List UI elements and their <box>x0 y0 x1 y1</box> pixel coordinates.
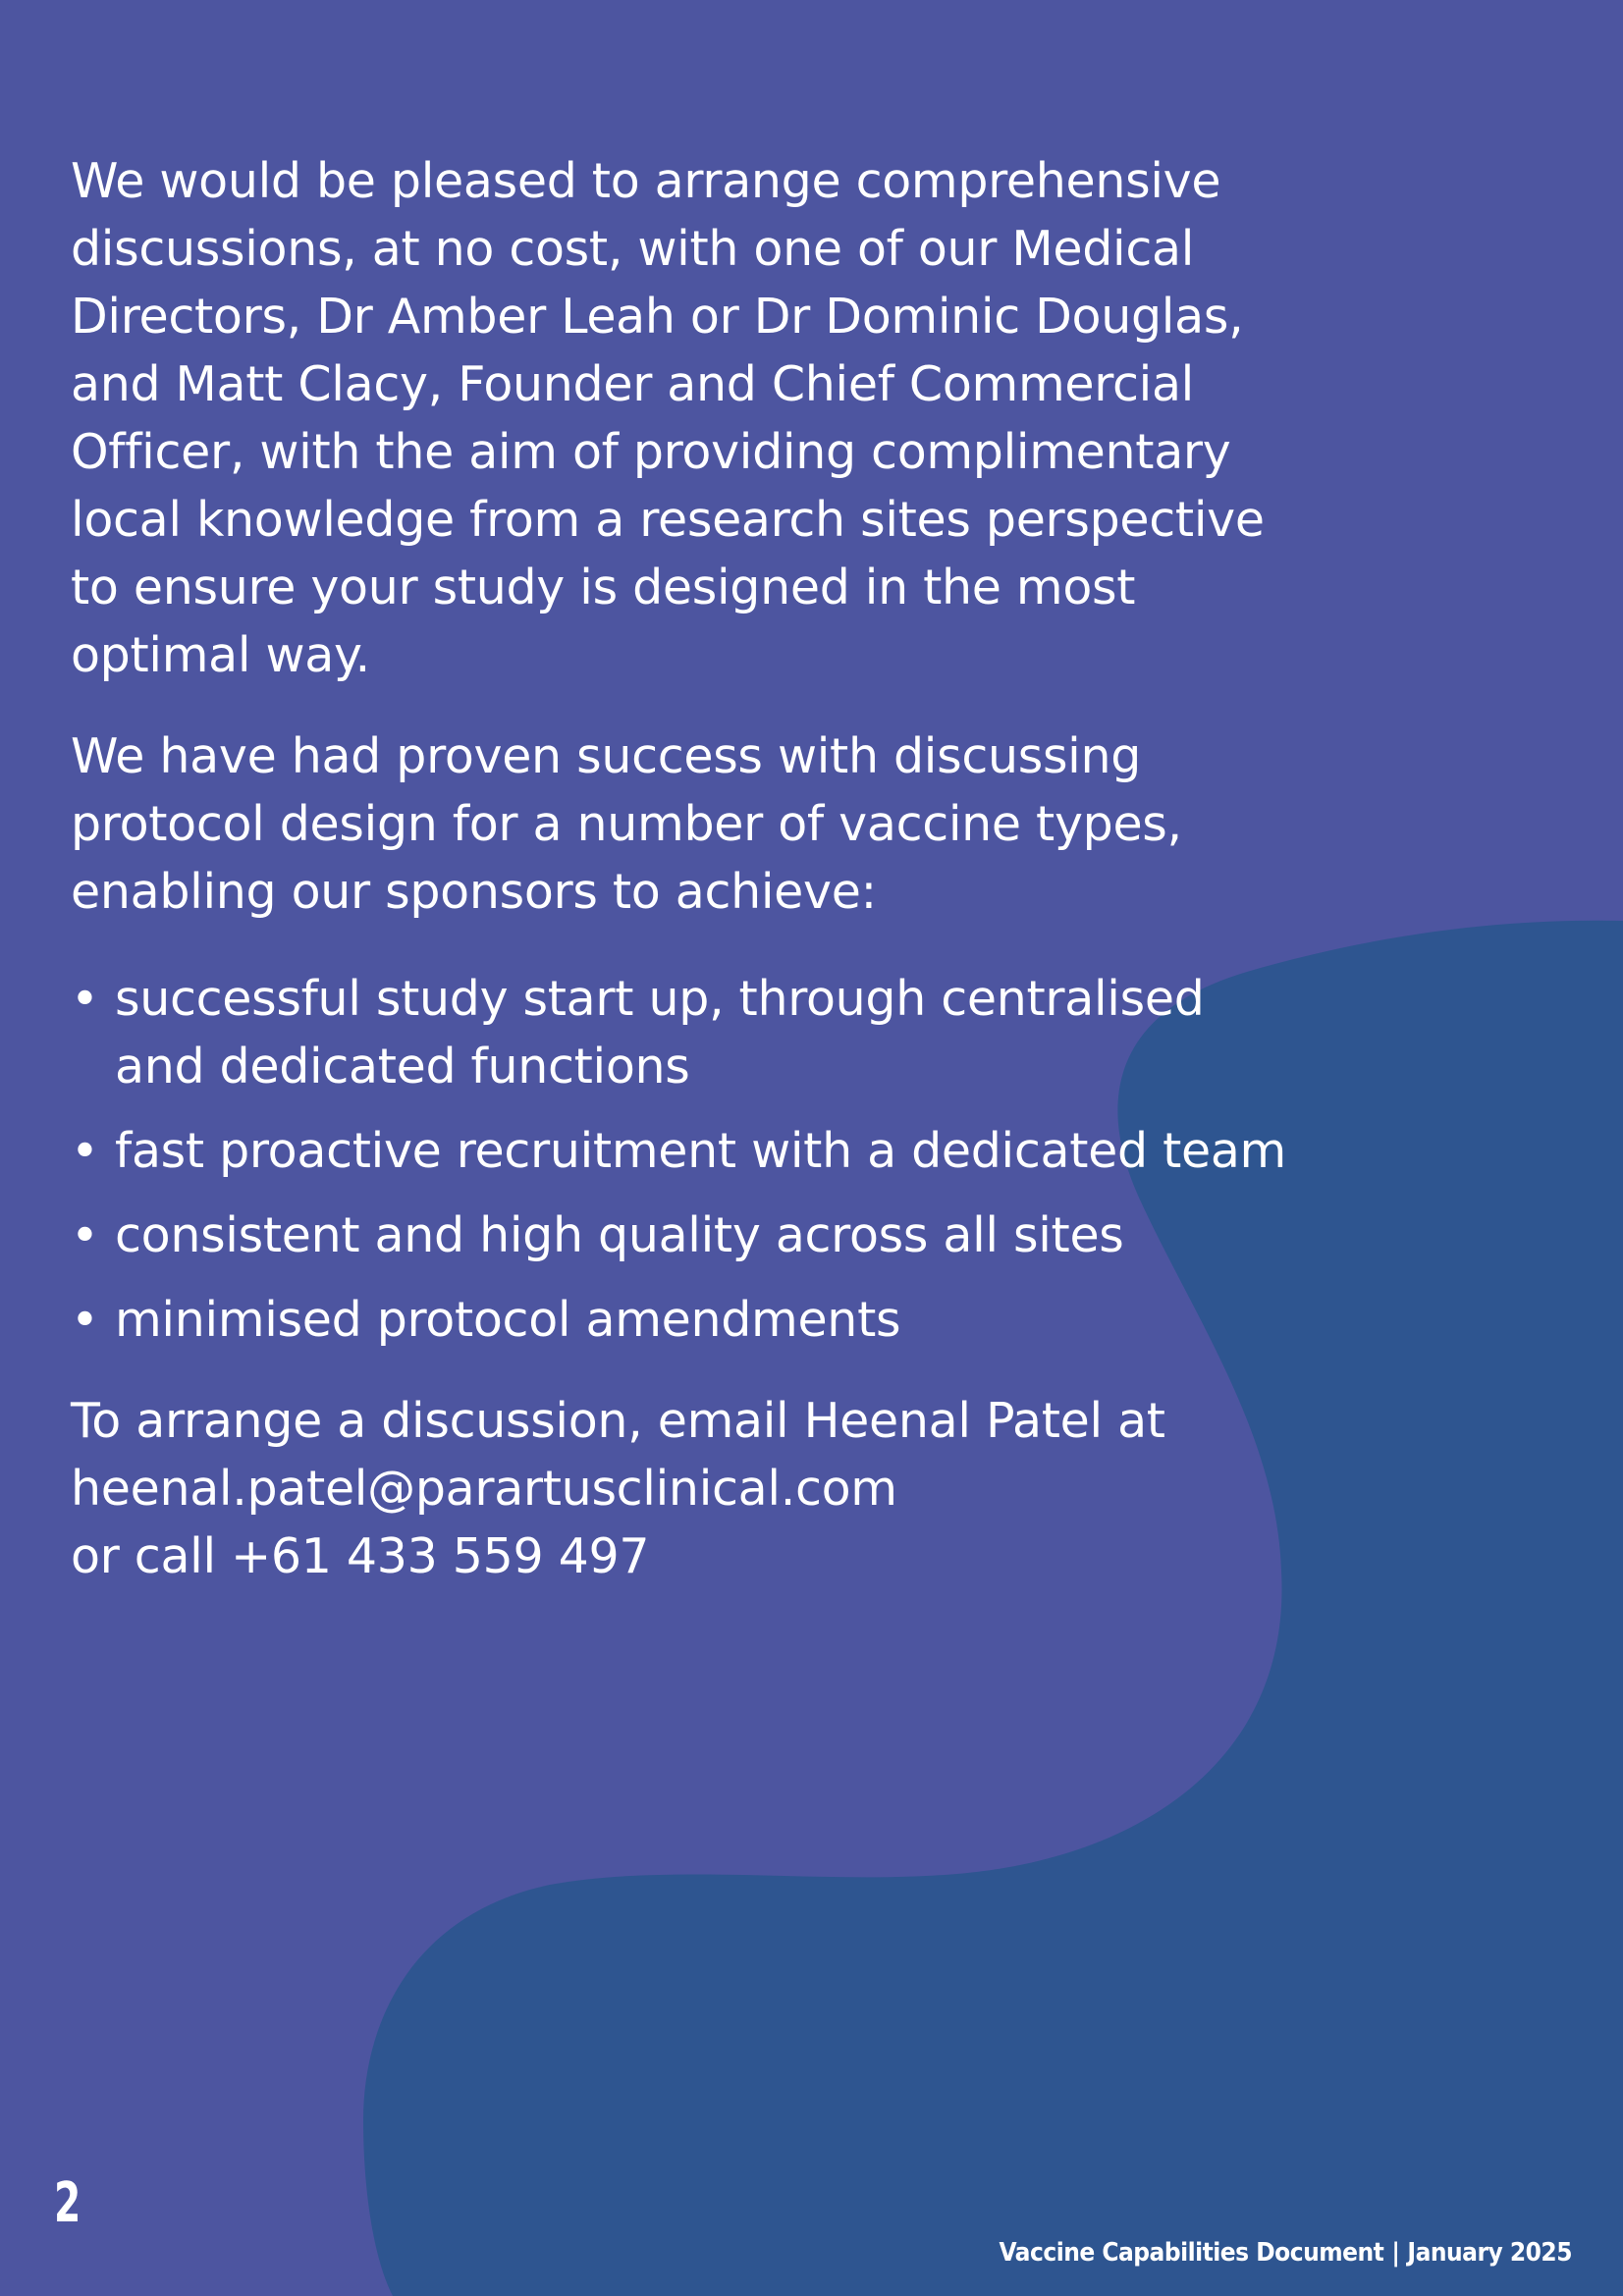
list-item-line: successful study start up, through centralised <box>115 971 1205 1027</box>
text-line: and Matt Clacy, Founder and Chief Commercial <box>71 356 1194 412</box>
footer <box>1000 2238 1573 2268</box>
bullet-icon: • <box>71 1207 99 1263</box>
list-item-line: minimised protocol amendments <box>115 1292 901 1348</box>
bullet-icon: • <box>71 1123 99 1179</box>
list-item-line: and dedicated functions <box>115 1039 690 1095</box>
contact-phone: or call +61 433 559 497 <box>71 1528 650 1584</box>
main-content <box>71 147 1347 1590</box>
text-line: to ensure your study is designed in the most <box>71 560 1136 615</box>
text-line: protocol design for a number of vaccine types, <box>71 796 1182 852</box>
text-line: local knowledge from a research sites perspective <box>71 492 1265 548</box>
page-number: 2 <box>54 2171 81 2235</box>
achievements-list <box>71 965 1347 1354</box>
bullet-icon: • <box>71 971 99 1027</box>
list-item-line: consistent and high quality across all sites <box>115 1207 1124 1263</box>
list-item <box>71 1286 1347 1354</box>
success-paragraph <box>71 722 1278 926</box>
footer-document-title: Vaccine Capabilities Document <box>999 2238 1384 2268</box>
list-item <box>71 1117 1347 1185</box>
footer-date: January 2025 <box>1407 2238 1572 2268</box>
list-item <box>71 965 1347 1100</box>
text-line: Directors, Dr Amber Leah or Dr Dominic Douglas, <box>71 289 1244 345</box>
footer-separator: | <box>1391 2238 1400 2268</box>
text-line: enabling our sponsors to achieve: <box>71 864 877 920</box>
contact-intro: To arrange a discussion, email Heenal Patel at <box>71 1393 1165 1449</box>
bullet-icon: • <box>71 1292 99 1348</box>
text-line: We would be pleased to arrange comprehensive <box>71 153 1221 209</box>
text-line: We have had proven success with discussing <box>71 728 1142 784</box>
text-line: discussions, at no cost, with one of our Medical <box>71 221 1195 277</box>
intro-paragraph <box>71 147 1278 689</box>
list-item-line: fast proactive recruitment with a dedicated team <box>115 1123 1286 1179</box>
text-line: Officer, with the aim of providing complimentary <box>71 424 1231 480</box>
contact-email-link[interactable]: heenal.patel@parartusclinical.com <box>71 1461 897 1517</box>
contact-paragraph <box>71 1387 1347 1590</box>
list-item <box>71 1201 1347 1269</box>
text-line: optimal way. <box>71 627 370 683</box>
